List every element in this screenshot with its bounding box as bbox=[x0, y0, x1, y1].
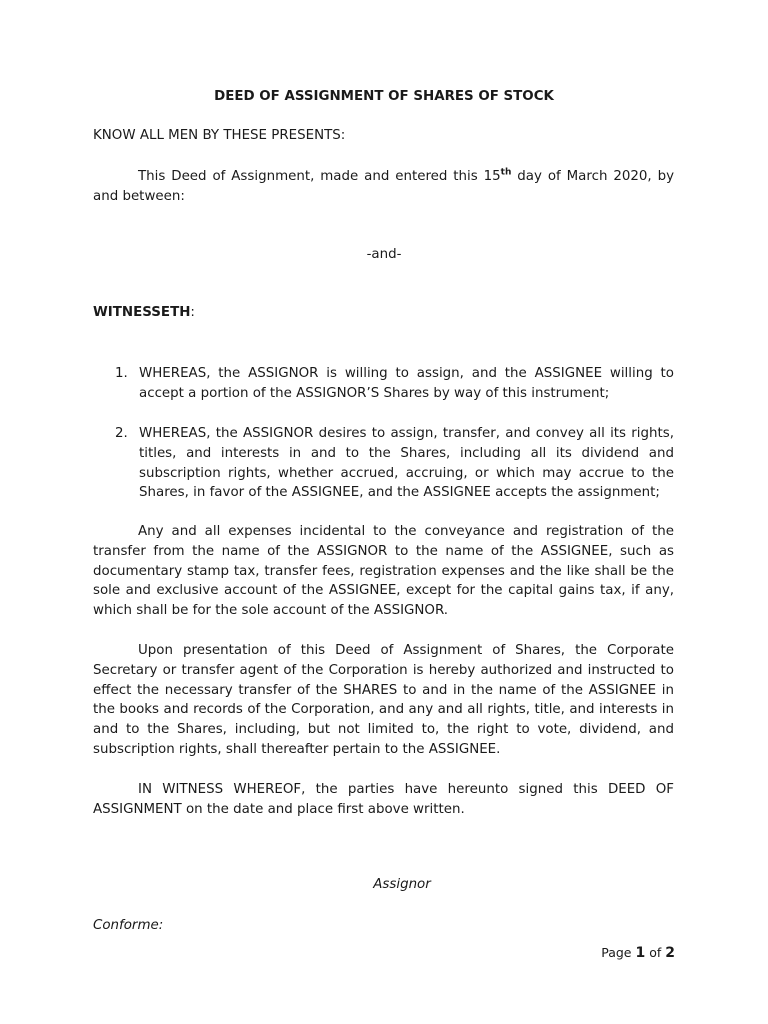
clause-item bbox=[93, 424, 674, 503]
witness-whereof-paragraph: IN WITNESS WHEREOF, the parties have hereunto signed this DEED OF ASSIGNMENT on the date and place first above written. bbox=[93, 782, 674, 817]
current-page: 1 bbox=[635, 945, 646, 961]
clause-text: WHEREAS, the ASSIGNOR is willing to assign, and the ASSIGNEE willing to accept a portion of the ASSIGNOR’S Shares by way of this instrument; bbox=[139, 366, 674, 401]
total-pages: 2 bbox=[665, 945, 675, 961]
intro-superscript: th bbox=[500, 167, 512, 178]
clause-item bbox=[93, 364, 674, 404]
page-label: Page bbox=[601, 945, 632, 960]
clause-text: WHEREAS, the ASSIGNOR desires to assign, transfer, and convey all its rights, titles, and interests in and to the Shares, including all its dividend and subscription rights, whether accrued, accruing, or which may accrue to the Shares, in favor of the ASSIGNEE, and the ASSIGNEE accepts the assignment; bbox=[139, 426, 674, 501]
transfer-paragraph: Upon presentation of this Deed of Assignment of Shares, the Corporate Secretary or transfer agent of the Corporation is hereby authorized and instructed to effect the necessary transfer of the SHARES to and in the name of the ASSIGNEE in the books and records of the Corporation, and any and all rights, title, and interests in and to the Shares, including, but not limited to, the right to vote, dividend, and subscription rights, shall thereafter pertain to the ASSIGNEE. bbox=[93, 643, 674, 757]
conforme-label: Conforme: bbox=[93, 918, 164, 933]
expenses-paragraph: Any and all expenses incidental to the conveyance and registration of the transfer from the name of the ASSIGNOR to the name of the ASSIGNEE, such as documentary stamp tax, transfer fees, registration expenses and the like shall be the sole and exclusive account of the ASSIGNEE, except for the capital gains tax, if any, which shall be for the sole account of the ASSIGNOR. bbox=[93, 524, 674, 619]
clause-number: 2. bbox=[115, 426, 128, 441]
and-separator: -and- bbox=[366, 247, 402, 262]
witnesseth-colon: : bbox=[190, 305, 195, 320]
page-number-footer bbox=[601, 945, 675, 961]
intro-paragraph bbox=[93, 167, 674, 207]
intro-before: This Deed of Assignment, made and entered this 15 bbox=[138, 169, 501, 184]
witnesseth-heading bbox=[93, 305, 195, 320]
document-title: DEED OF ASSIGNMENT OF SHARES OF STOCK bbox=[214, 89, 554, 104]
salutation: KNOW ALL MEN BY THESE PRESENTS: bbox=[93, 128, 346, 143]
witnesseth-label: WITNESSETH bbox=[93, 305, 191, 320]
clause-number: 1. bbox=[115, 366, 128, 381]
of-label: of bbox=[649, 945, 662, 960]
intro-after: day of March 2020, by and between: bbox=[93, 169, 674, 204]
assignor-label: Assignor bbox=[373, 877, 431, 892]
